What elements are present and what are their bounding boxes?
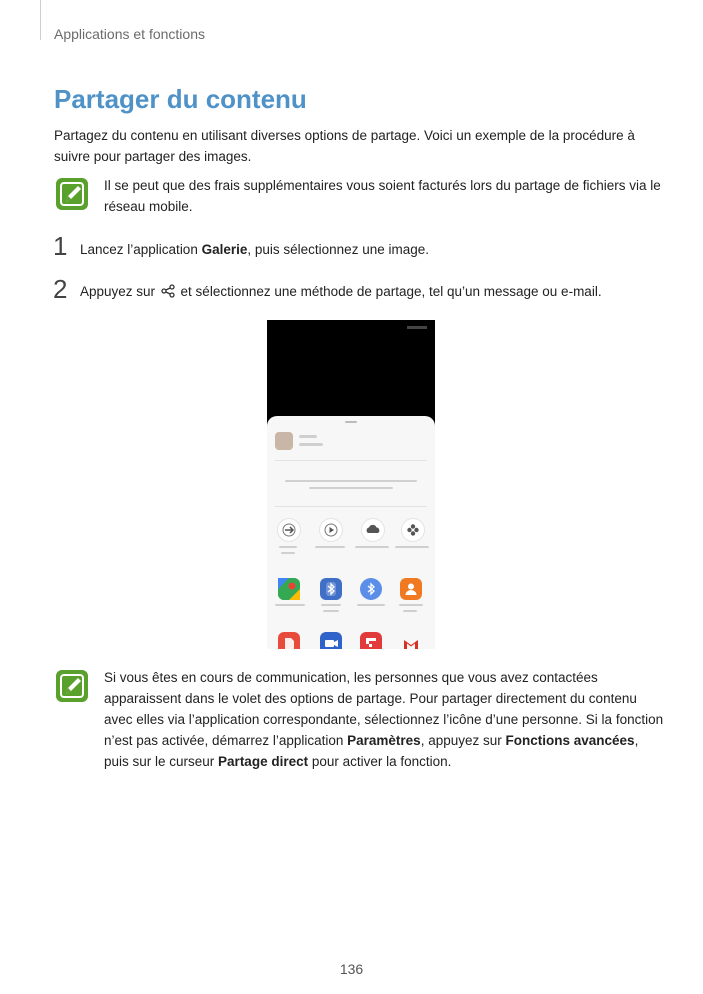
bluetooth-icon[interactable] bbox=[360, 578, 382, 600]
page-title: Partager du contenu bbox=[54, 84, 307, 114]
note-icon bbox=[56, 178, 88, 210]
pdf-app-icon[interactable] bbox=[278, 632, 300, 649]
gmail-app-icon[interactable] bbox=[400, 632, 422, 649]
note-icon bbox=[56, 670, 88, 702]
step-number: 1 bbox=[53, 231, 68, 261]
section-header: Applications et fonctions bbox=[54, 26, 205, 42]
menu-fonctions-avancees: Fonctions avancées bbox=[505, 733, 635, 748]
step-text: Lancez l’application Galerie, puis sélectionnez une image. bbox=[80, 242, 429, 257]
app-name-galerie: Galerie bbox=[201, 242, 248, 257]
bluetooth-app-icon[interactable] bbox=[320, 578, 342, 600]
note-text: Il se peut que des frais supplémentaires vous soient facturés lors du partage de fichiers via le réseau mobile. bbox=[104, 178, 661, 214]
flipboard-app-icon[interactable] bbox=[360, 632, 382, 649]
cloud-icon[interactable] bbox=[361, 518, 385, 542]
page-number: 136 bbox=[339, 961, 364, 977]
phone-screenshot bbox=[267, 320, 435, 649]
maps-app-icon[interactable] bbox=[278, 578, 300, 600]
note-text: Si vous êtes en cours de communication, les personnes que vous avez contactées apparaissent dans le volet des options de partage. Pour partager directement du contenu avec elles via l’application correspondante, sélectionnez l’icône d’une personne. Si la fonction n’est pas activée, démarrez l’application Paramètres, appuyez sur Fonctions avancées, puis sur le curseur Partage direct pour activer la fonction. bbox=[104, 670, 664, 769]
share-icon bbox=[161, 283, 175, 304]
status-bar bbox=[407, 326, 427, 329]
flower-icon[interactable] bbox=[401, 518, 425, 542]
share-sheet bbox=[267, 416, 435, 649]
video-app-icon[interactable] bbox=[320, 632, 342, 649]
play-icon[interactable] bbox=[319, 518, 343, 542]
image-thumbnail bbox=[275, 432, 293, 450]
header-divider bbox=[40, 0, 41, 40]
app-name-parametres: Paramètres bbox=[347, 733, 421, 748]
step-number: 2 bbox=[53, 274, 68, 304]
step-text: Appuyez sur et sélectionnez une méthode de partage, tel qu’un message ou e-mail. bbox=[80, 281, 660, 304]
sheet-handle bbox=[345, 421, 357, 423]
contacts-app-icon[interactable] bbox=[400, 578, 422, 600]
intro-paragraph: Partagez du contenu en utilisant diverses options de partage. Voici un exemple de la procédure à suivre pour partager des images. bbox=[54, 128, 635, 164]
setting-partage-direct: Partage direct bbox=[218, 754, 309, 769]
direct-share-icon[interactable] bbox=[277, 518, 301, 542]
